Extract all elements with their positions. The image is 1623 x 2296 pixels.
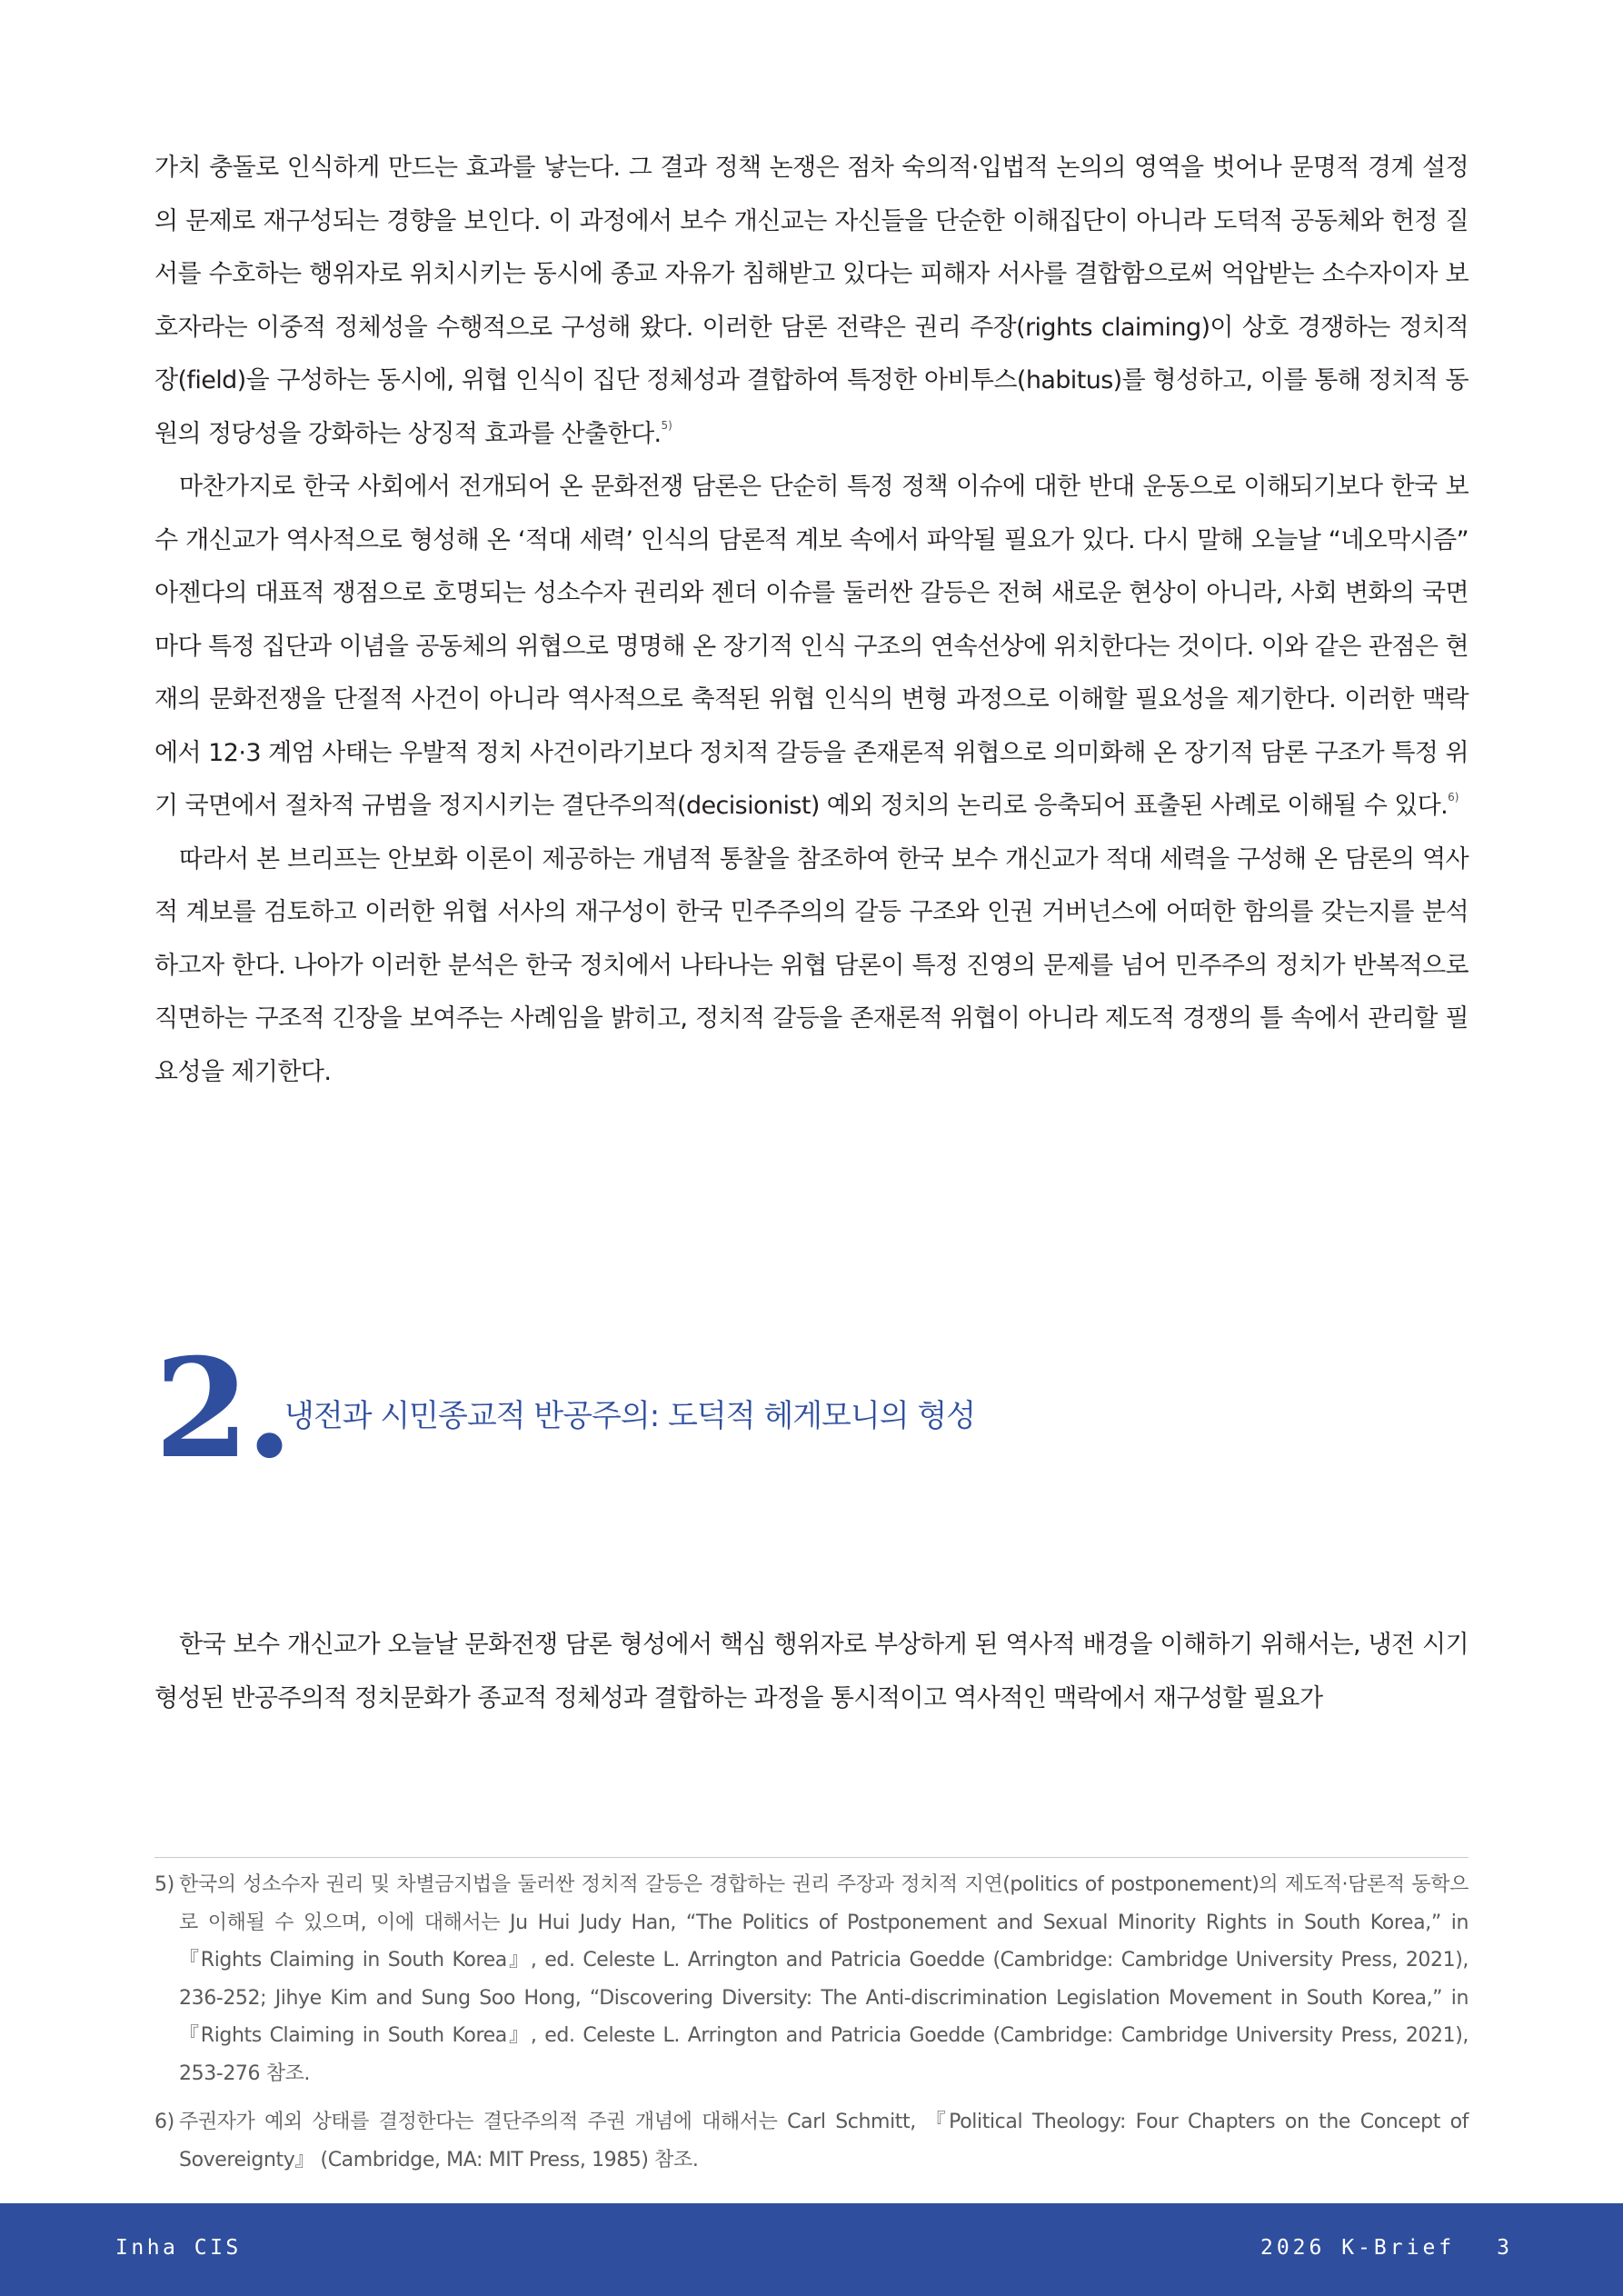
footnote-ref[interactable]: 6)	[1448, 791, 1459, 804]
page-number: 3	[1497, 2236, 1513, 2260]
footnote-text: 한국의 성소수자 권리 및 차별금지법을 둘러싼 정치적 갈등은 경합하는 권리 주장과 정치적 지연(politics of postponement)의 제도적·담론적 동학으로 이해될 수 있으며, 이에 대해서는 Ju Hui Judy Han, “The Politics of Postponement and Sexual Minority Rights in South Korea,” in 『Rights Claiming in South Korea』, ed. Celeste L. Arrington and Patricia Goedde (Cambridge: Cambridge University Press, 2021), 236-252; Jihye Kim and Sung Soo Hong, “Discovering Diversity: The Anti-discrimination Legislation Movement in South Korea,” in 『Rights Claiming in South Korea』, ed. Celeste L. Arrington and Patricia Goedde (Cambridge: Cambridge University Press, 2021), 253-276 참조.	[179, 1873, 1469, 2085]
footer-org-name: Inha CIS	[115, 2236, 242, 2260]
footnote	[154, 1866, 1469, 2092]
footnote-divider	[154, 1857, 1469, 1858]
paragraph-text: 가치 충돌로 인식하게 만드는 효과를 낳는다. 그 결과 정책 논쟁은 점차 숙의적·입법적 논의의 영역을 벗어나 문명적 경계 설정의 문제로 재구성되는 경향을 보인다. 이 과정에서 보수 개신교는 자신들을 단순한 이해집단이 아니라 도덕적 공동체와 헌정 질서를 수호하는 행위자로 위치시키는 동시에 종교 자유가 침해받고 있다는 피해자 서사를 결합함으로써 억압받는 소수자이자 보호자라는 이중적 정체성을 수행적으로 구성해 왔다. 이러한 담론 전략은 권리 주장(rights claiming)이 상호 경쟁하는 정치적 장(field)을 구성하는 동시에, 위협 인식이 집단 정체성과 결합하여 특정한 아비투스(habitus)를 형성하고, 이를 통해 정치적 동원의 정당성을 강화하는 상징적 효과를 산출한다.	[154, 154, 1469, 448]
paragraph	[154, 1619, 1469, 1725]
footer-series-title: 2026 K-Brief	[1260, 2236, 1456, 2260]
footnote-number: 6)	[154, 2111, 174, 2133]
paragraph	[154, 461, 1469, 834]
footnote-number: 5)	[154, 1873, 174, 1896]
section-text	[154, 1619, 1469, 1725]
section-title: 냉전과 시민종교적 반공주의: 도덕적 헤게모니의 형성	[284, 1398, 976, 1434]
section-heading	[154, 1329, 1469, 1489]
intro-text	[154, 142, 1469, 1099]
footnote-text: 주권자가 예외 상태를 결정한다는 결단주의적 주권 개념에 대해서는 Carl Schmitt, 『Political Theology: Four Chapters on the Concept of Sovereignty』 (Cambridge, MA: MIT Press, 1985) 참조.	[179, 2111, 1469, 2171]
paragraph-text: 한국 보수 개신교가 오늘날 문화전쟁 담론 형성에서 핵심 행위자로 부상하게 된 역사적 배경을 이해하기 위해서는, 냉전 시기 형성된 반공주의적 정치문화가 종교적 정체성과 결합하는 과정을 통시적이고 역사적인 맥락에서 재구성할 필요가	[154, 1631, 1469, 1712]
footnote	[154, 2103, 1469, 2179]
footnotes	[154, 1866, 1469, 2190]
paragraph	[154, 142, 1469, 461]
footer-publication	[1260, 2236, 1513, 2260]
paragraph-text: 마찬가지로 한국 사회에서 전개되어 온 문화전쟁 담론은 단순히 특정 정책 이슈에 대한 반대 운동으로 이해되기보다 한국 보수 개신교가 역사적으로 형성해 온 ‘적대 세력’ 인식의 담론적 계보 속에서 파악될 필요가 있다. 다시 말해 오늘날 “네오막시즘” 아젠다의 대표적 쟁점으로 호명되는 성소수자 권리와 젠더 이슈를 둘러싼 갈등은 전혀 새로운 현상이 아니라, 사회 변화의 국면마다 특정 집단과 이념을 공동체의 위협으로 명명해 온 장기적 인식 구조의 연속선상에 위치한다는 것이다. 이와 같은 관점은 현재의 문화전쟁을 단절적 사건이 아니라 역사적으로 축적된 위협 인식의 변형 과정으로 이해할 필요성을 제기한다. 이러한 맥락에서 12·3 계엄 사태는 우발적 정치 사건이라기보다 정치적 갈등을 존재론적 위협으로 의미화해 온 장기적 담론 구조가 특정 위기 국면에서 절차적 규범을 정지시키는 결단주의적(decisionist) 예외 정치의 논리로 응축되어 표출된 사례로 이해될 수 있다.	[154, 473, 1469, 820]
section-number: 2.	[154, 1329, 290, 1489]
footnote-ref[interactable]: 5)	[661, 418, 672, 432]
paragraph-text: 따라서 본 브리프는 안보화 이론이 제공하는 개념적 통찰을 참조하여 한국 보수 개신교가 적대 세력을 구성해 온 담론의 역사적 계보를 검토하고 이러한 위협 서사의 재구성이 한국 민주주의의 갈등 구조와 인권 거버넌스에 어떠한 함의를 갖는지를 분석하고자 한다. 나아가 이러한 분석은 한국 정치에서 나타나는 위협 담론이 특정 진영의 문제를 넘어 민주주의 정치가 반복적으로 직면하는 구조적 긴장을 보여주는 사례임을 밝히고, 정치적 갈등을 존재론적 위협이 아니라 제도적 경쟁의 틀 속에서 관리할 필요성을 제기한다.	[154, 844, 1469, 1086]
paragraph	[154, 834, 1469, 1100]
footer-bar	[0, 2203, 1623, 2296]
